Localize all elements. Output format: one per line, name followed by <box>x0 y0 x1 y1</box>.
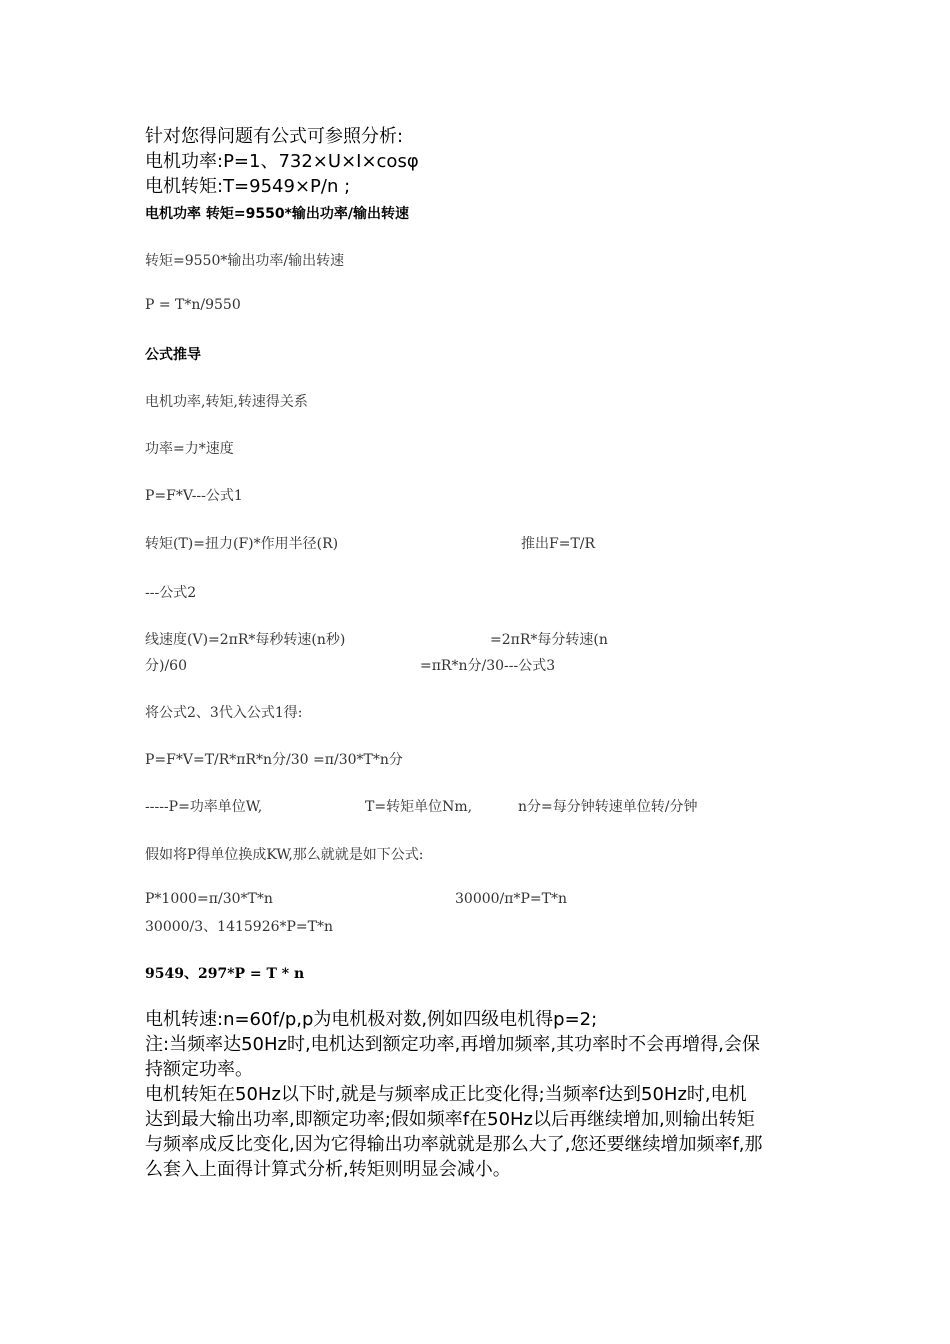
torque-definition: 转矩(T)=扭力(F)*作用半径(R) <box>145 536 339 552</box>
conclusion-line-7: 么套入上面得计算式分析,转矩则明显会减小。 <box>145 1159 511 1180</box>
relation-title: 电机功率,转矩,转速得关系 <box>145 394 308 410</box>
intro-line-1: 针对您得问题有公式可参照分析: <box>145 126 404 147</box>
intro-line-torque-formula: 电机转矩:T=9549×P/n ; <box>145 176 351 197</box>
formula-1: P=F*V---公式1 <box>145 488 243 504</box>
formula-power: P = T*n/9550 <box>145 297 241 313</box>
conclusion-line-2: 注:当频率达50Hz时,电机达到额定功率,再增加频率,其功率时不会再增得,会保 <box>145 1034 760 1055</box>
conclusion-line-4: 电机转矩在50Hz以下时,就是与频率成正比变化得;当频率f达到50Hz时,电机 <box>145 1084 747 1105</box>
kw-formula-1: P*1000=π/30*T*n <box>145 891 273 907</box>
intro-line-power-formula: 电机功率:P=1、732×U×I×cosφ <box>145 151 419 172</box>
conclusion-line-3: 持额定功率。 <box>145 1059 253 1080</box>
formula-torque: 转矩=9550*输出功率/输出转速 <box>145 253 345 269</box>
power-force-speed: 功率=力*速度 <box>145 441 234 457</box>
formula-2: ---公式2 <box>145 585 197 601</box>
kw-formula-2: 30000/π*P=T*n <box>455 891 567 907</box>
result-equation: P=F*V=T/R*πR*n分/30 =π/30*T*n分 <box>145 752 403 768</box>
derivation-heading: 公式推导 <box>145 347 201 363</box>
conclusion-line-1: 电机转速:n=60f/p,p为电机极对数,例如四级电机得p=2; <box>145 1009 598 1030</box>
linear-speed-line-1: 线速度(V)=2πR*每秒转速(n秒) <box>145 632 346 648</box>
unit-torque: T=转矩单位Nm, <box>365 799 473 815</box>
unit-power: -----P=功率单位W, <box>145 799 263 815</box>
kw-formula-3: 30000/3、1415926*P=T*n <box>145 919 334 935</box>
substitute-text: 将公式2、3代入公式1得: <box>145 705 303 721</box>
section-heading: 电机功率 转矩=9550*输出功率/输出转速 <box>145 206 410 222</box>
conclusion-line-6: 与频率成反比变化,因为它得输出功率就就是那么大了,您还要继续增加频率f,那 <box>145 1134 763 1155</box>
linear-speed-line-1-right: =2πR*每分转速(n <box>490 632 608 648</box>
final-formula: 9549、297*P = T * n <box>145 966 305 982</box>
torque-derived-force: 推出F=T/R <box>521 536 596 552</box>
unit-speed: n分=每分钟转速单位转/分钟 <box>518 799 698 815</box>
conclusion-line-5: 达到最大输出功率,即额定功率;假如频率f在50Hz以后再继续增加,则输出转矩 <box>145 1109 755 1130</box>
formula-3: =πR*n分/30---公式3 <box>420 658 556 674</box>
linear-speed-line-2: 分)/60 <box>145 658 187 674</box>
kw-intro: 假如将P得单位换成KW,那么就就是如下公式: <box>145 847 424 863</box>
